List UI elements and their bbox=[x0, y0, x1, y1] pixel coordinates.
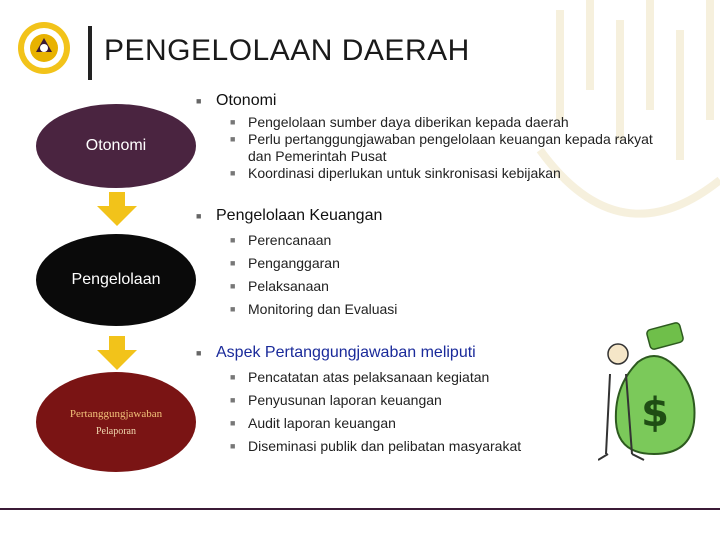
university-logo-icon bbox=[16, 20, 72, 76]
pelaporan-label: Pelaporan bbox=[96, 425, 136, 437]
list-item: ■ Pelaksanaan bbox=[230, 278, 329, 294]
list-item: ■ Penyusunan laporan keuangan bbox=[230, 392, 442, 408]
list-item: ■ Diseminasi publik dan pelibatan masyarakat bbox=[230, 438, 522, 454]
list-item: ■ Audit laporan keuangan bbox=[230, 415, 396, 431]
pertanggungjawaban-oval bbox=[36, 372, 196, 472]
section-heading: ■ Pengelolaan Keuangan bbox=[196, 207, 383, 224]
list-item: ■ Pengelolaan sumber daya diberikan kepada daerah bbox=[230, 114, 569, 130]
svg-text:$: $ bbox=[641, 390, 669, 436]
list-item: ■ Perencanaan bbox=[230, 232, 332, 248]
bullet-list bbox=[196, 114, 668, 182]
bullet-icon: ■ bbox=[196, 96, 202, 106]
list-item: ■ Pencatatan atas pelaksanaan kegiatan bbox=[230, 369, 490, 385]
title-divider bbox=[88, 26, 92, 80]
page-title: PENGELOLAAN DAERAH bbox=[104, 34, 470, 67]
down-arrow-icon bbox=[97, 336, 137, 370]
list-item: ■ Koordinasi diperlukan untuk sinkronisasi kebijakan bbox=[230, 165, 561, 181]
pengelolaan-label: Pengelolaan bbox=[71, 271, 161, 288]
list-item: ■ Penganggaran bbox=[230, 255, 340, 271]
list-item: ■ Monitoring dan Evaluasi bbox=[230, 301, 398, 317]
list-item: ■ Perlu pertanggungjawaban pengelolaan keuangan kepada rakyat dan Pemerintah Pusat bbox=[230, 131, 653, 164]
bullet-icon: ■ bbox=[196, 211, 202, 221]
bullet-list bbox=[196, 231, 397, 318]
bullet-icon: ■ bbox=[196, 348, 202, 358]
section-pengelolaan-keuangan bbox=[196, 207, 397, 323]
footer-divider bbox=[0, 508, 720, 510]
money-bag-icon bbox=[598, 314, 708, 464]
section-otonomi bbox=[196, 92, 668, 182]
bullet-list bbox=[196, 368, 521, 455]
pengelolaan-oval bbox=[36, 234, 196, 326]
otonomi-label: Otonomi bbox=[85, 137, 147, 154]
section-aspek-pertanggungjawaban bbox=[196, 344, 521, 460]
section-heading: ■ Otonomi bbox=[196, 92, 277, 109]
otonomi-oval bbox=[36, 104, 196, 188]
section-heading: ■ Aspek Pertanggungjawaban meliputi bbox=[196, 344, 476, 361]
pertanggungjawaban-label: Pertanggungjawaban bbox=[69, 407, 163, 420]
down-arrow-icon bbox=[97, 192, 137, 226]
